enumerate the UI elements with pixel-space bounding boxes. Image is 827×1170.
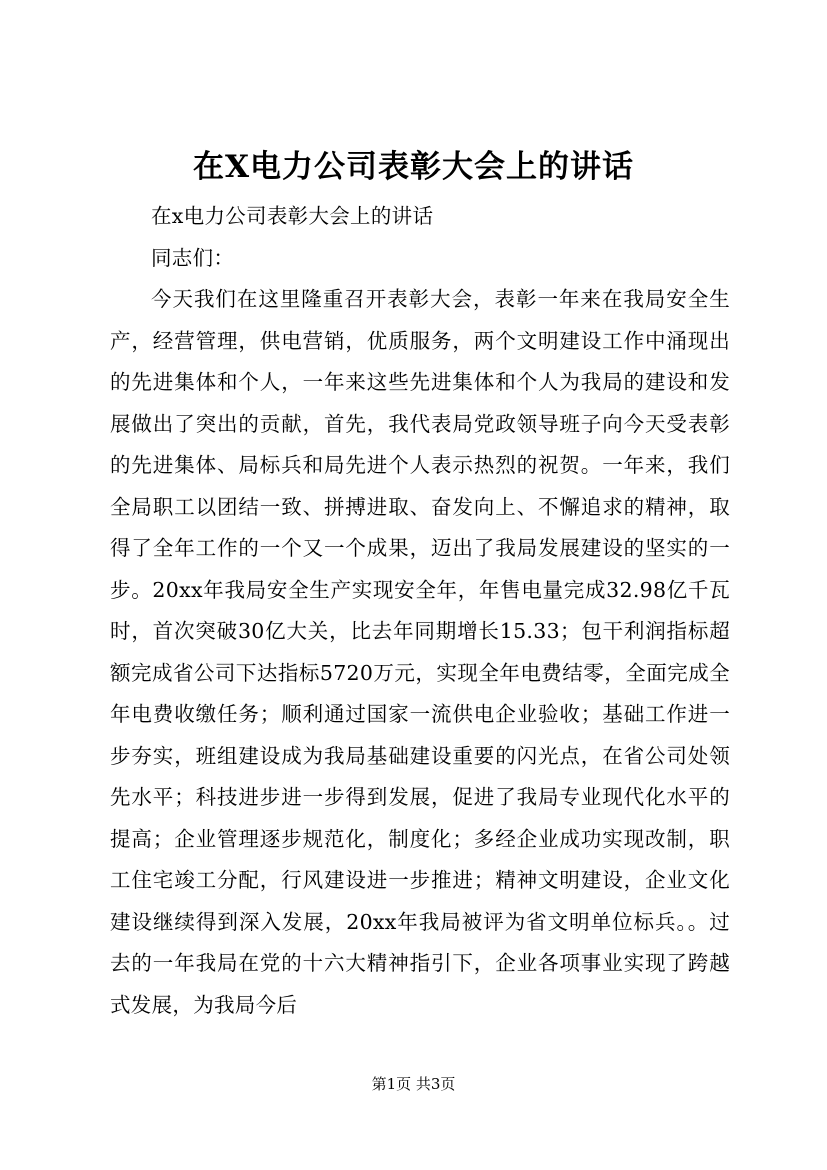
paragraph-subtitle: 在x电力公司表彰大会上的讲话 <box>151 204 434 228</box>
document-body <box>110 196 730 1026</box>
document-title: 在X电力公司表彰大会上的讲话 <box>192 149 635 185</box>
paragraph-main: 今天我们在这里隆重召开表彰大会，表彰一年来在我局安全生产，经营管理，供电营销，优质服务，两个文明建设工作中涌现出的先进集体和个人，一年来这些先进集体和个人为我局的建设和发展做出了突出的贡献，首先，我代表局党政领导班子向今天受表彰的先进集体、局标兵和局先进个人表示热烈的祝贺。一年来，我们全局职工以团结一致、拼搏进取、奋发向上、不懈追求的精神，取得了全年工作的一个又一个成果，迈出了我局发展建设的坚实的一步。20xx年我局安全生产实现安全年，年售电量完成32.98亿千瓦时，首次突破30亿大关，比去年同期增长15.33；包干利润指标超额完成省公司下达指标5720万元，实现全年电费结零，全面完成全年电费收缴任务；顺利通过国家一流供电企业验收；基础工作进一步夯实，班组建设成为我局基础建设重要的闪光点，在省公司处领先水平；科技进步进一步得到发展，促进了我局专业现代化水平的提高；企业管理逐步规范化，制度化；多经企业成功实现改制，职工住宅竣工分配，行风建设进一步推进；精神文明建设，企业文化建设继续得到深入发展，20xx年我局被评为省文明单位标兵。。过去的一年我局在党的十六大精神指引下，企业各项事业实现了跨越式发展，为我局今后 <box>110 287 730 1017</box>
page-number-footer: 第1页 共3页 <box>371 1075 456 1093</box>
paragraph-salutation: 同志们： <box>151 245 235 270</box>
